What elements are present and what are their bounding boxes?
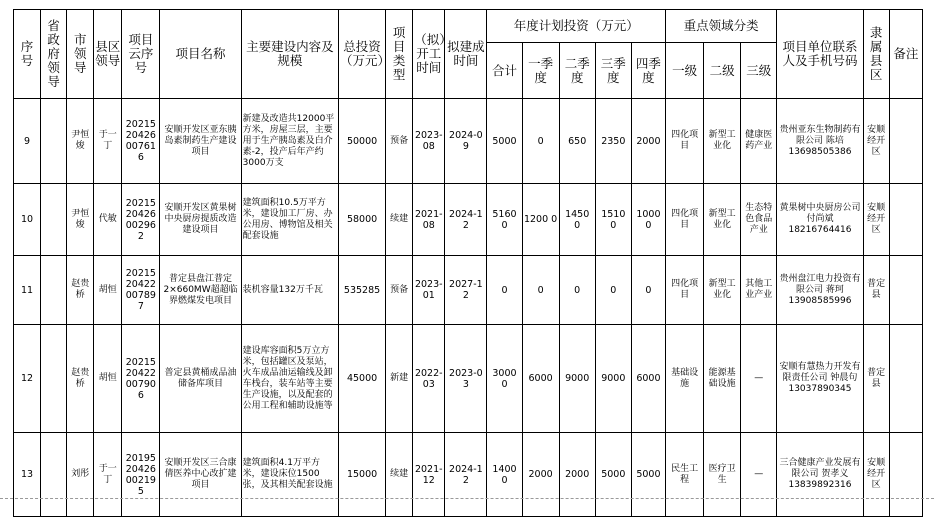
table-row: [14, 256, 923, 325]
cell-sum: 1400 0: [487, 433, 522, 517]
cell-city-leader: 赵贵桥: [67, 256, 94, 325]
header-district: 隶属县区: [863, 10, 889, 99]
cell-city-leader: 尹恒焌: [67, 184, 94, 256]
cell-q1: 6000: [522, 325, 559, 433]
cell-district: 安顺经开区: [863, 184, 889, 256]
cell-prov-leader: [41, 99, 67, 184]
cell-sum: 5160 0: [487, 184, 522, 256]
cell-q3: 5000: [595, 433, 631, 517]
cell-note: [889, 325, 922, 433]
header-note: 备注: [889, 10, 922, 99]
cell-level2: 能源基础设施: [704, 325, 741, 433]
cell-content: 新建及改造共12000平方米，房屋三层，主要用于生产胰岛素及白介素-2，投产后年产约3000万支: [241, 99, 338, 184]
header-sum: 合计: [487, 43, 522, 99]
header-finish: 拟建成时间: [445, 10, 487, 99]
cell-project-name: 安顺开发区亚东胰岛素制药生产建设项目: [160, 99, 241, 184]
header-level2: 二级: [704, 43, 741, 99]
cell-cloud-seq: 2021520422007897: [122, 256, 160, 325]
cell-sum: 0: [487, 256, 522, 325]
cell-project-name: 普定县盘江普定2×660MW超超临界燃煤发电项目: [160, 256, 241, 325]
cell-level2: 新型工业化: [704, 184, 741, 256]
cell-seq: 13: [14, 433, 41, 517]
cell-content: 建筑面积4.1万平方米，建设床位1500张，及其相关配套设施: [241, 433, 338, 517]
cell-finish: 2024-12: [445, 433, 487, 517]
header-project-name: 项目名称: [160, 10, 241, 99]
header-level1: 一级: [666, 43, 704, 99]
cell-county-leader: 代敏: [94, 184, 122, 256]
cell-q1: 1200 0: [522, 184, 559, 256]
cell-cloud-seq: 2019520426002195: [122, 433, 160, 517]
cell-q4: 2000: [631, 99, 665, 184]
cell-type: 预备: [386, 256, 413, 325]
cell-q3: 2350: [595, 99, 631, 184]
cell-county-leader: 胡恒: [94, 256, 122, 325]
cell-level1: 基础设施: [666, 325, 704, 433]
cell-level3: 健康医药产业: [741, 99, 777, 184]
cell-prov-leader: [41, 325, 67, 433]
header-type: 项目类型: [386, 10, 413, 99]
cell-seq: 10: [14, 184, 41, 256]
cell-contact: 三合健康产业发展有限公司 贺孝义 13839892316: [777, 433, 863, 517]
cell-contact: 黄果树中央厨房公司 付尚斌 18216764416: [777, 184, 863, 256]
cell-total: 50000: [338, 99, 385, 184]
cell-q1: 0: [522, 256, 559, 325]
cell-q4: 5000: [631, 433, 665, 517]
cell-cloud-seq: 2021520426002962: [122, 184, 160, 256]
cell-finish: 2023-03: [445, 325, 487, 433]
cell-content: 建设库容面积5万立方米，包括罐区及泵站，火车成品油运输线及卸车栈台，装车站等主要生产设施，以及配套的公用工程和辅助设施等: [241, 325, 338, 433]
cell-level3: —: [741, 325, 777, 433]
cell-total: 58000: [338, 184, 385, 256]
header-city-leader: 市领导: [67, 10, 94, 99]
cell-total: 45000: [338, 325, 385, 433]
cell-level3: 其他工业产业: [741, 256, 777, 325]
cell-level1: 四化项目: [666, 184, 704, 256]
cell-q2: 650: [559, 99, 595, 184]
header-q2: 二季度: [559, 43, 595, 99]
cell-q3: 9000: [595, 325, 631, 433]
cell-type: 新建: [386, 325, 413, 433]
cell-level2: 医疗卫生: [704, 433, 741, 517]
cell-district: 安顺经开区: [863, 99, 889, 184]
cell-level1: 四化项目: [666, 256, 704, 325]
cell-project-name: 安顺开发区三合康倩医养中心改扩建项目: [160, 433, 241, 517]
cell-county-leader: 于一丁: [94, 99, 122, 184]
cell-sum: 3000 0: [487, 325, 522, 433]
header-q3: 三季度: [595, 43, 631, 99]
table-row: [14, 325, 923, 433]
cell-total: 15000: [338, 433, 385, 517]
cell-level2: 新型工业化: [704, 256, 741, 325]
cell-prov-leader: [41, 184, 67, 256]
cell-project-name: 普定县黄桶成品油储备库项目: [160, 325, 241, 433]
cell-q2: 0: [559, 256, 595, 325]
cell-contact: 贵州亚东生物制药有限公司 陈培 13698505386: [777, 99, 863, 184]
cell-total: 535285: [338, 256, 385, 325]
cell-content: 建筑面积10.5万平方米，建设加工厂房、办公用房、博物馆及相关配套设施: [241, 184, 338, 256]
page-break-line: [0, 498, 934, 500]
cell-city-leader: 尹恒焌: [67, 99, 94, 184]
cell-contact: 安顺有慧热力开发有限责任公司 钟晨句 13037890345: [777, 325, 863, 433]
cell-q3: 0: [595, 256, 631, 325]
cell-note: [889, 99, 922, 184]
cell-city-leader: 刘彤: [67, 433, 94, 517]
cell-note: [889, 433, 922, 517]
header-start: （拟）开工时间: [413, 10, 445, 99]
cell-finish: 2024-09: [445, 99, 487, 184]
cell-q1: 2000: [522, 433, 559, 517]
cell-level1: 四化项目: [666, 99, 704, 184]
cell-start: 2021-12: [413, 433, 445, 517]
cell-county-leader: 于一丁: [94, 433, 122, 517]
cell-q2: 9000: [559, 325, 595, 433]
cell-q4: 1000 0: [631, 184, 665, 256]
cell-type: 预备: [386, 99, 413, 184]
cell-prov-leader: [41, 433, 67, 517]
cell-finish: 2024-12: [445, 184, 487, 256]
table-row: [14, 184, 923, 256]
cell-q2: 2000: [559, 433, 595, 517]
table-row: [14, 99, 923, 184]
cell-level3: 生态特色食品产业: [741, 184, 777, 256]
cell-start: 2022-03: [413, 325, 445, 433]
cell-q2: 1450 0: [559, 184, 595, 256]
cell-district: 普定县: [863, 325, 889, 433]
cell-seq: 12: [14, 325, 41, 433]
cell-note: [889, 184, 922, 256]
cell-finish: 2027-12: [445, 256, 487, 325]
cell-start: 2021-08: [413, 184, 445, 256]
cell-note: [889, 256, 922, 325]
cell-level3: —: [741, 433, 777, 517]
header-q4: 四季度: [631, 43, 665, 99]
cell-level2: 新型工业化: [704, 99, 741, 184]
cell-type: 续建: [386, 433, 413, 517]
header-contact: 项目单位联系人及手机号码: [777, 10, 863, 99]
header-county-leader: 县区领导: [94, 10, 122, 99]
cell-seq: 11: [14, 256, 41, 325]
cell-prov-leader: [41, 256, 67, 325]
cell-county-leader: 胡恒: [94, 325, 122, 433]
cell-q4: 0: [631, 256, 665, 325]
cell-q1: 0: [522, 99, 559, 184]
header-content: 主要建设内容及规模: [241, 10, 338, 99]
cell-project-name: 安顺开发区黄果树中央厨房提质改造建设项目: [160, 184, 241, 256]
cell-content: 装机容量132万千瓦: [241, 256, 338, 325]
header-level3: 三级: [741, 43, 777, 99]
cell-start: 2023-01: [413, 256, 445, 325]
cell-start: 2023-08: [413, 99, 445, 184]
cell-level1: 民生工程: [666, 433, 704, 517]
cell-q4: 6000: [631, 325, 665, 433]
header-q1: 一季度: [522, 43, 559, 99]
header-annual: 年度计划投资（万元）: [487, 10, 666, 43]
cell-cloud-seq: 2021520426007616: [122, 99, 160, 184]
header-domain: 重点领域分类: [666, 10, 777, 43]
project-table: [13, 9, 923, 517]
cell-q3: 1510 0: [595, 184, 631, 256]
table-row: [14, 433, 923, 517]
cell-sum: 5000: [487, 99, 522, 184]
cell-type: 续建: [386, 184, 413, 256]
header-seq: 序号: [14, 10, 41, 99]
cell-cloud-seq: 2021520422007906: [122, 325, 160, 433]
header-cloud-seq: 项目云序号: [122, 10, 160, 99]
cell-contact: 贵州盘江电力投资有限公司 蒋珂 13908585996: [777, 256, 863, 325]
cell-district: 安顺经开区: [863, 433, 889, 517]
cell-seq: 9: [14, 99, 41, 184]
header-prov-leader: 省政府领导: [41, 10, 67, 99]
cell-district: 普定县: [863, 256, 889, 325]
cell-city-leader: 赵贵桥: [67, 325, 94, 433]
header-total: 总投资（万元）: [338, 10, 385, 99]
